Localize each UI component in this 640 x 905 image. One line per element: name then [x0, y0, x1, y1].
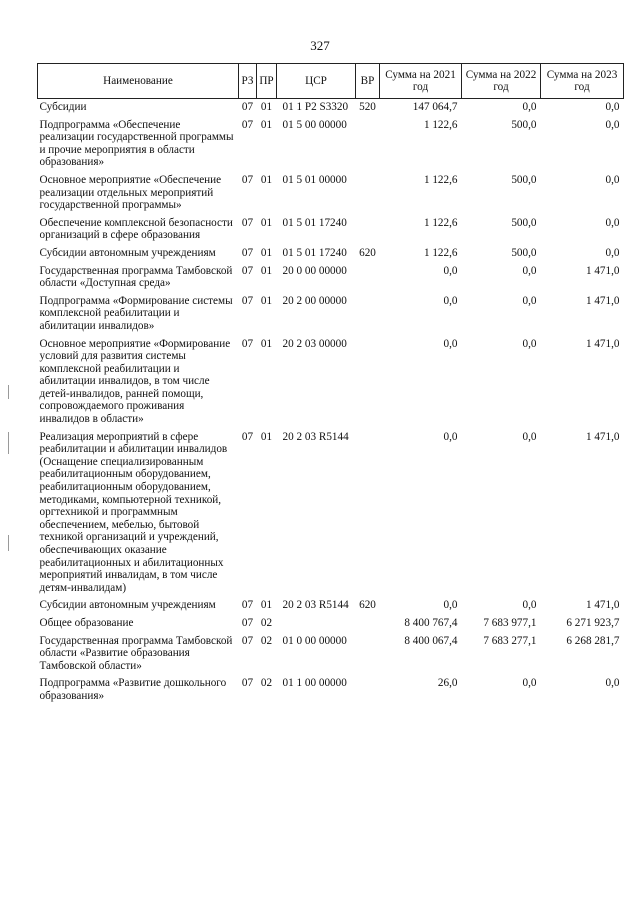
cell-rz: 07: [241, 118, 254, 131]
cell-pr: 01: [260, 246, 273, 259]
table-header-row: [38, 64, 624, 99]
cell-sum-2021: 147 064,7: [412, 101, 458, 113]
table-row: [38, 117, 624, 172]
cell-vr: [356, 336, 380, 429]
cell-sum-2023: 0,0: [605, 246, 620, 259]
scan-mark: [8, 535, 9, 551]
cell-rz: 07: [241, 264, 254, 277]
header-name: Наименование: [38, 64, 239, 99]
cell-rz: 07: [241, 101, 254, 113]
cell-pr: 02: [260, 634, 273, 647]
cell-sum-2023: 0,0: [605, 173, 620, 186]
cell-name: Субсидии: [39, 101, 87, 113]
page-number: 327: [310, 38, 330, 53]
header-vr: ВР: [356, 64, 380, 99]
table-row: [38, 336, 624, 429]
cell-sum-2021: 0,0: [443, 264, 458, 277]
cell-vr: [356, 633, 380, 676]
cell-sum-2022: 7 683 977,1: [483, 616, 537, 629]
cell-vr: [356, 429, 380, 598]
cell-vr: 620: [359, 599, 376, 612]
scan-mark: [8, 432, 9, 454]
table-row: [38, 615, 624, 633]
cell-sum-2022: 500,0: [511, 118, 537, 131]
cell-sum-2021: 8 400 067,4: [404, 634, 458, 647]
cell-csr: 20 2 03 00000: [282, 337, 347, 350]
cell-sum-2021: 0,0: [443, 337, 458, 350]
cell-sum-2023: 1 471,0: [585, 294, 620, 307]
cell-rz: 07: [241, 246, 254, 259]
table-body: [38, 99, 624, 706]
table-row: [38, 293, 624, 336]
table-row: [38, 245, 624, 263]
cell-sum-2023: 0,0: [605, 118, 620, 131]
table-row: [38, 633, 624, 676]
cell-sum-2021: 1 122,6: [423, 246, 458, 259]
cell-sum-2021: 1 122,6: [423, 216, 458, 229]
cell-csr: 01 5 00 00000: [282, 118, 347, 131]
cell-sum-2022: 0,0: [522, 264, 537, 277]
cell-csr: 01 1 00 00000: [282, 677, 347, 690]
cell-name: Реализация мероприятий в сфере реабилитации и абилитации инвалидов (Оснащение специализированным реабилитационным оборудованием, реабилитационным оборудованием, методиками, компьютерной техникой, оргтехникой и программным обеспечением, мебелью, бытовой техникой организаций и учреждений, обеспечивающих оказание реабилитационных и абилитационных мероприятий инвалидам, в том числе детям-инвалидам): [39, 430, 228, 594]
cell-name: Государственная программа Тамбовской области «Доступная среда»: [39, 264, 233, 290]
cell-csr: 20 2 03 R5144: [282, 599, 349, 612]
cell-sum-2023: 6 268 281,7: [566, 634, 620, 647]
cell-sum-2022: 500,0: [511, 246, 537, 259]
cell-vr: [356, 615, 380, 633]
cell-sum-2022: 0,0: [522, 337, 537, 350]
cell-sum-2023: 0,0: [605, 677, 620, 690]
cell-rz: 07: [241, 599, 254, 612]
cell-pr: 01: [260, 118, 273, 131]
cell-sum-2023: 1 471,0: [585, 430, 620, 443]
cell-name: Обеспечение комплексной безопасности организаций в сфере образования: [39, 216, 233, 242]
header-sum-2021: Сумма на 2021 год: [380, 64, 462, 99]
cell-pr: 02: [260, 616, 273, 629]
cell-name: Субсидии автономным учреждениям: [39, 599, 216, 612]
cell-pr: 01: [260, 337, 273, 350]
cell-csr: 01 5 01 00000: [282, 173, 347, 186]
header-sum-2022: Сумма на 2022 год: [462, 64, 541, 99]
cell-rz: 07: [241, 294, 254, 307]
cell-csr: 20 0 00 00000: [282, 264, 347, 277]
cell-vr: 520: [359, 101, 376, 113]
cell-pr: 01: [260, 294, 273, 307]
cell-rz: 07: [241, 430, 254, 443]
cell-vr: [356, 172, 380, 215]
cell-sum-2023: 1 471,0: [585, 337, 620, 350]
cell-csr: 20 2 00 00000: [282, 294, 347, 307]
cell-vr: [356, 263, 380, 293]
cell-sum-2022: 500,0: [511, 216, 537, 229]
table-row: [38, 429, 624, 598]
cell-sum-2022: 500,0: [511, 173, 537, 186]
cell-sum-2021: 0,0: [443, 294, 458, 307]
cell-pr: 02: [260, 677, 273, 690]
header-sum-2023: Сумма на 2023 год: [541, 64, 624, 99]
cell-sum-2022: 0,0: [522, 430, 537, 443]
cell-vr: [356, 293, 380, 336]
cell-sum-2021: 1 122,6: [423, 173, 458, 186]
scan-mark: [8, 385, 9, 399]
cell-name: Подпрограмма «Обеспечение реализации государственной программы и прочие мероприятия в области образования»: [39, 118, 234, 169]
table-row: [38, 597, 624, 615]
cell-vr: 620: [359, 246, 376, 259]
cell-sum-2023: 0,0: [605, 101, 620, 113]
cell-sum-2022: 0,0: [522, 599, 537, 612]
cell-pr: 01: [260, 173, 273, 186]
cell-sum-2021: 8 400 767,4: [404, 616, 458, 629]
cell-sum-2021: 1 122,6: [423, 118, 458, 131]
cell-pr: 01: [260, 264, 273, 277]
cell-csr: 01 1 Р2 S3320: [282, 101, 349, 113]
cell-vr: [356, 215, 380, 245]
budget-table: [37, 63, 624, 706]
header-csr: ЦСР: [277, 64, 356, 99]
cell-vr: [356, 117, 380, 172]
cell-pr: 01: [260, 599, 273, 612]
cell-sum-2023: 1 471,0: [585, 264, 620, 277]
cell-sum-2021: 26,0: [437, 677, 458, 690]
cell-pr: 01: [260, 216, 273, 229]
table-row: [38, 172, 624, 215]
table-row: [38, 99, 624, 117]
table-row: [38, 675, 624, 705]
cell-rz: 07: [241, 634, 254, 647]
cell-name: Основное мероприятие «Формирование условий для развития системы комплексной реабилитации и абилитации инвалидов, в том числе детей-инвалидов, ранней помощи, сопровождаемого проживания инвалидов в области»: [39, 337, 231, 426]
header-pr: ПР: [257, 64, 277, 99]
cell-name: Субсидии автономным учреждениям: [39, 246, 216, 259]
cell-rz: 07: [241, 616, 254, 629]
cell-rz: 07: [241, 337, 254, 350]
cell-sum-2021: 0,0: [443, 430, 458, 443]
cell-sum-2023: 1 471,0: [585, 599, 620, 612]
cell-name: Общее образование: [39, 616, 134, 629]
cell-csr: 01 0 00 00000: [282, 634, 347, 647]
cell-name: Подпрограмма «Развитие дошкольного образования»: [39, 677, 227, 702]
cell-pr: 01: [260, 430, 273, 443]
cell-csr: 20 2 03 R5144: [282, 430, 349, 443]
cell-rz: 07: [241, 216, 254, 229]
cell-sum-2022: 0,0: [522, 101, 537, 113]
cell-sum-2022: 0,0: [522, 677, 537, 690]
cell-sum-2023: 6 271 923,7: [566, 616, 620, 629]
cell-csr: 01 5 01 17240: [282, 216, 347, 229]
cell-name: Подпрограмма «Формирование системы комплексной реабилитации и абилитации инвалидов»: [39, 294, 233, 332]
cell-pr: 01: [260, 101, 273, 113]
table-row: [38, 263, 624, 293]
cell-sum-2022: 0,0: [522, 294, 537, 307]
cell-sum-2022: 7 683 277,1: [483, 634, 537, 647]
cell-csr: 01 5 01 17240: [282, 246, 347, 259]
cell-sum-2021: 0,0: [443, 599, 458, 612]
cell-vr: [356, 675, 380, 705]
cell-name: Основное мероприятие «Обеспечение реализации отдельных мероприятий государственной программы»: [39, 173, 222, 212]
cell-csr: [277, 615, 356, 633]
table-row: [38, 215, 624, 245]
header-rz: РЗ: [239, 64, 257, 99]
cell-rz: 07: [241, 173, 254, 186]
cell-name: Государственная программа Тамбовской области «Развитие образования Тамбовской области»: [39, 634, 233, 672]
cell-rz: 07: [241, 677, 254, 690]
cell-sum-2023: 0,0: [605, 216, 620, 229]
